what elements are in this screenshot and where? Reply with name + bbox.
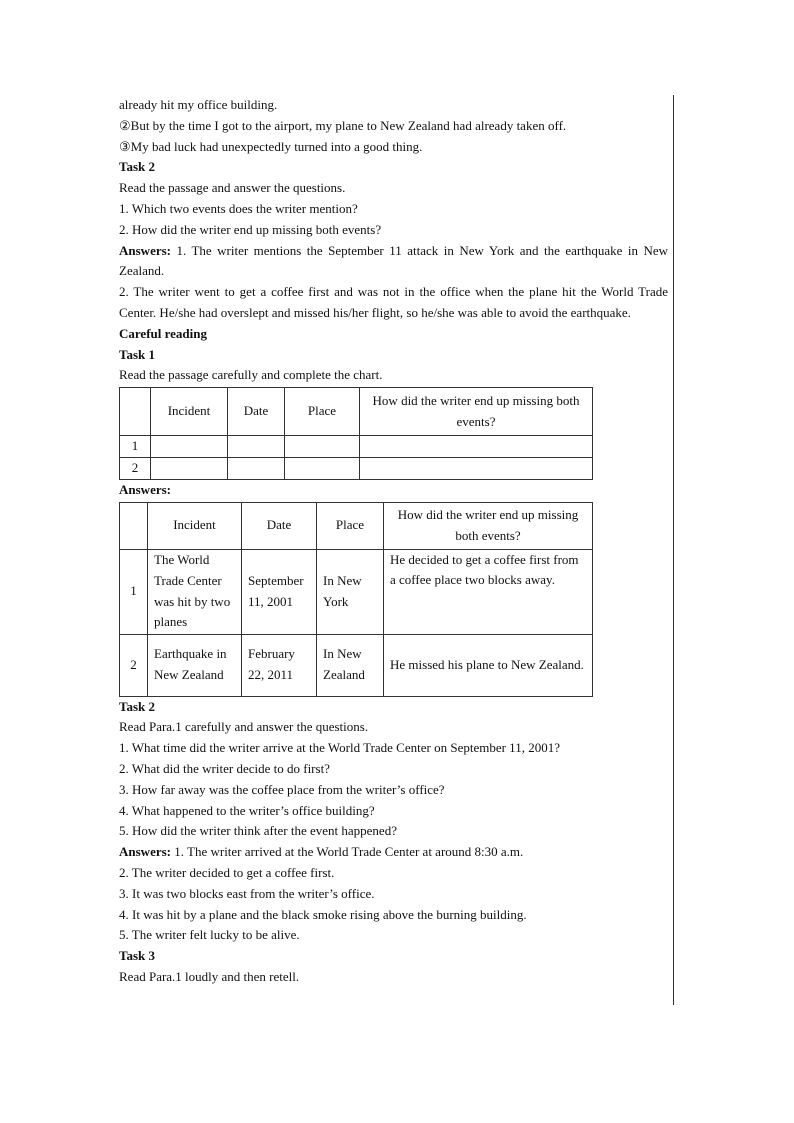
text-line: ③My bad luck had unexpectedly turned into a good thing. <box>119 138 423 154</box>
answer: Answers: 1. The writer mentions the September 11 attack in New York and the earthquake in New Zealand. <box>119 242 668 279</box>
answer: 2. The writer went to get a coffee first and was not in the office when the plane hit the World Trade Center. He/she had overslept and missed his/her flight, so he/she was able to avoid the earthquake. <box>119 284 668 320</box>
table-cell: September 11, 2001 <box>242 549 317 634</box>
answers-label: Answers: <box>119 242 171 258</box>
task-heading: Task 2 <box>119 698 156 714</box>
table-cell <box>120 502 148 549</box>
question: 3. How far away was the coffee place from the writer’s office? <box>119 781 445 797</box>
table-cell: In New York <box>317 549 384 634</box>
question: 1. Which two events does the writer mention? <box>119 200 358 216</box>
answer: 2. The writer decided to get a coffee first. <box>119 864 335 880</box>
table-header: Incident <box>151 388 228 436</box>
table-cell: Earthquake in New Zealand <box>148 634 242 696</box>
table-row <box>120 634 593 696</box>
table-header: Place <box>285 388 360 436</box>
table-row <box>120 549 593 634</box>
table-cell: February 22, 2011 <box>242 634 317 696</box>
table-cell: He missed his plane to New Zealand. <box>384 634 593 696</box>
question: 2. How did the writer end up missing both events? <box>119 221 382 237</box>
question: 2. What did the writer decide to do first? <box>119 760 330 776</box>
table-row <box>120 457 593 479</box>
table-cell <box>360 457 593 479</box>
table-cell: 1 <box>120 549 148 634</box>
table-cell: 1 <box>120 436 151 458</box>
page-right-border <box>673 95 674 1005</box>
answer: 3. It was two blocks east from the writer’s office. <box>119 885 375 901</box>
document-body <box>119 95 668 988</box>
table-header: Date <box>228 388 285 436</box>
table-cell <box>228 457 285 479</box>
table-cell <box>285 436 360 458</box>
task-heading: Task 2 <box>119 159 156 175</box>
table-header: Incident <box>148 502 242 549</box>
table-header: How did the writer end up missing both events? <box>360 388 593 436</box>
task-instruction: Read Para.1 carefully and answer the questions. <box>119 719 369 735</box>
table-cell: 2 <box>120 457 151 479</box>
table-header: Place <box>317 502 384 549</box>
task-instruction: Read Para.1 loudly and then retell. <box>119 968 300 984</box>
table-cell: He decided to get a coffee first from a coffee place two blocks away. <box>384 549 593 634</box>
table-row <box>120 436 593 458</box>
answer: Answers: 1. The writer arrived at the World Trade Center at around 8:30 a.m. <box>119 844 524 860</box>
table-cell <box>360 436 593 458</box>
task-heading: Task 1 <box>119 346 156 362</box>
question: 5. How did the writer think after the event happened? <box>119 823 397 839</box>
table-header-row <box>120 502 593 549</box>
section-heading: Careful reading <box>119 325 207 341</box>
table-cell <box>151 436 228 458</box>
text-line: already hit my office building. <box>119 97 278 112</box>
answers-label: Answers: <box>119 844 171 860</box>
table-cell <box>285 457 360 479</box>
answer-chart-table <box>119 502 593 697</box>
task-instruction: Read the passage and answer the questions. <box>119 180 346 196</box>
task-instruction: Read the passage carefully and complete the chart. <box>119 367 383 383</box>
table-cell: 2 <box>120 634 148 696</box>
table-cell <box>151 457 228 479</box>
task-heading: Task 3 <box>119 948 156 964</box>
table-cell <box>228 436 285 458</box>
text-line: ②But by the time I got to the airport, my plane to New Zealand had already taken off. <box>119 117 567 133</box>
blank-chart-table <box>119 387 593 480</box>
question: 1. What time did the writer arrive at the World Trade Center on September 11, 2001? <box>119 740 560 756</box>
table-header: How did the writer end up missing both events? <box>384 502 593 549</box>
answers-label: Answers: <box>119 481 171 497</box>
question: 4. What happened to the writer’s office building? <box>119 802 375 818</box>
table-header: Date <box>242 502 317 549</box>
answer: 5. The writer felt lucky to be alive. <box>119 927 300 943</box>
table-cell <box>120 388 151 436</box>
answer: 4. It was hit by a plane and the black smoke rising above the burning building. <box>119 906 527 922</box>
table-cell: In New Zealand <box>317 634 384 696</box>
table-cell: The World Trade Center was hit by two planes <box>148 549 242 634</box>
table-header-row <box>120 388 593 436</box>
